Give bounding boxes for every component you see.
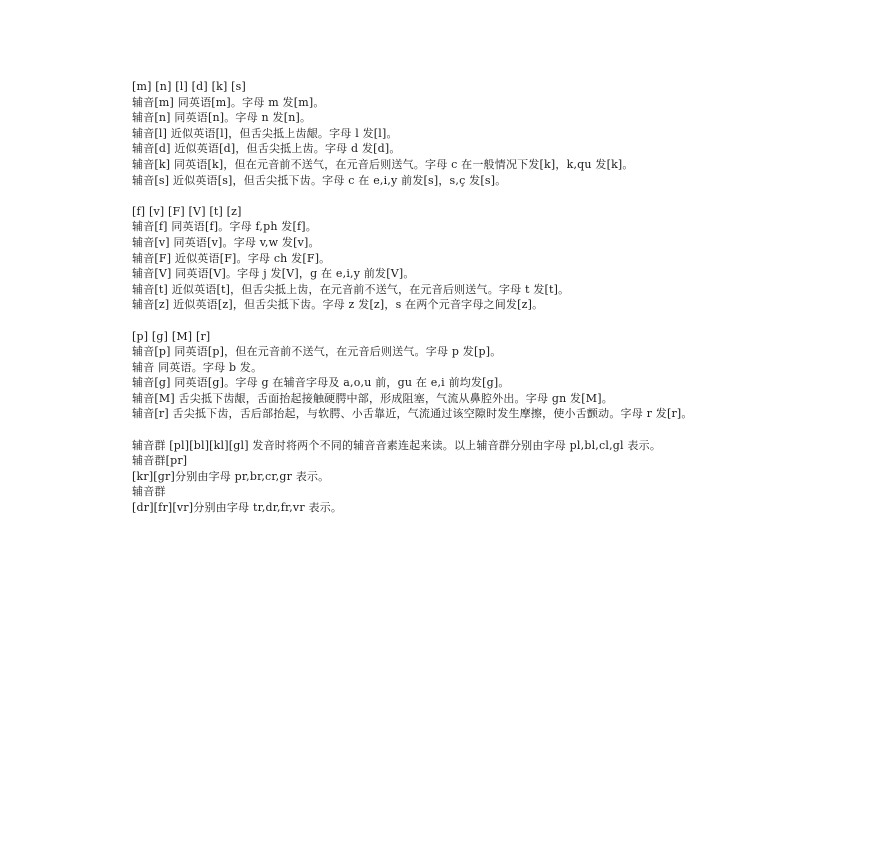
text-line: [dr][fr][vr]分别由字母 tr,dr,fr,vr 表示。	[132, 501, 343, 515]
text-line: 辅音[m] 同英语[m]。字母 m 发[m]。	[132, 95, 325, 109]
text-line: 辅音[l] 近似英语[l]，但舌尖抵上齿龈。字母 l 发[l]。	[132, 126, 398, 140]
text-line: 辅音[p] 同英语[p]，但在元音前不送气，在元音后则送气。字母 p 发[p]。	[132, 345, 502, 359]
text-line: 辅音[s] 近似英语[s]，但舌尖抵下齿。字母 c 在 e,i,y 前发[s]，s,ç 发[s]。	[132, 173, 507, 187]
text-line: 辅音[t] 近似英语[t]，但舌尖抵上齿，在元音前不送气，在元音后则送气。字母 t 发[t]。	[132, 282, 570, 296]
text-line: 辅音群	[132, 485, 166, 499]
text-line: 辅音[z] 近似英语[z]，但舌尖抵下齿。字母 z 发[z]，s 在两个元音字母之间发[z]。	[132, 298, 544, 312]
text-line: 辅音[g] 同英语[g]。字母 g 在辅音字母及 a,o,u 前，gu 在 e,i 前均发[g]。	[132, 376, 510, 390]
text-line: 辅音[d] 近似英语[d]，但舌尖抵上齿。字母 d 发[d]。	[132, 142, 401, 156]
text-line: 辅音[f] 同英语[f]。字母 f,ph 发[f]。	[132, 220, 317, 234]
section-heading: [p] [g] [M] [r]	[132, 329, 211, 343]
paragraph-gap	[132, 313, 742, 329]
paragraph-gap	[132, 188, 742, 204]
text-line: 辅音群 [pl][bl][kl][gl] 发音时将两个不同的辅音音素连起来读。以上辅音群分别由字母 pl,bl,cl,gl 表示。	[132, 438, 662, 452]
text-line: [kr][gr]分别由字母 pr,br,cr,gr 表示。	[132, 469, 330, 483]
text-line: 辅音[n] 同英语[n]。字母 n 发[n]。	[132, 111, 312, 125]
text-line: 辅音[k] 同英语[k]，但在元音前不送气，在元音后则送气。字母 c 在一般情况下发[k]，k,qu 发[k]。	[132, 157, 634, 171]
document-body	[132, 79, 742, 516]
section-m-n-l-d-k-s	[132, 79, 742, 188]
section-heading: [m] [n] [l] [d] [k] [s]	[132, 80, 246, 93]
text-line: 辅音群[pr]	[132, 454, 188, 468]
text-line: 辅音[F] 近似英语[F]。字母 ch 发[F]。	[132, 251, 331, 265]
text-line: 辅音[V] 同英语[V]。字母 j 发[V]，g 在 e,i,y 前发[V]。	[132, 267, 415, 281]
section-consonant-clusters	[132, 438, 742, 516]
text-line: 辅音 同英语。字母 b 发。	[132, 360, 263, 374]
text-line: 辅音[r] 舌尖抵下齿，舌后部抬起，与软腭、小舌靠近，气流通过该空隙时发生摩擦，使小舌颤动。字母 r 发[r]。	[132, 407, 693, 421]
text-line: 辅音[M] 舌尖抵下齿龈，舌面抬起接触硬腭中部，形成阻塞，气流从鼻腔外出。字母 gn 发[M]。	[132, 391, 613, 405]
paragraph-gap	[132, 422, 742, 438]
section-p-g-M-r	[132, 329, 742, 423]
section-heading: [f] [v] [F] [V] [t] [z]	[132, 204, 242, 218]
section-f-v-F-V-t-z	[132, 204, 742, 313]
text-line: 辅音[v] 同英语[v]。字母 v,w 发[v]。	[132, 235, 320, 249]
